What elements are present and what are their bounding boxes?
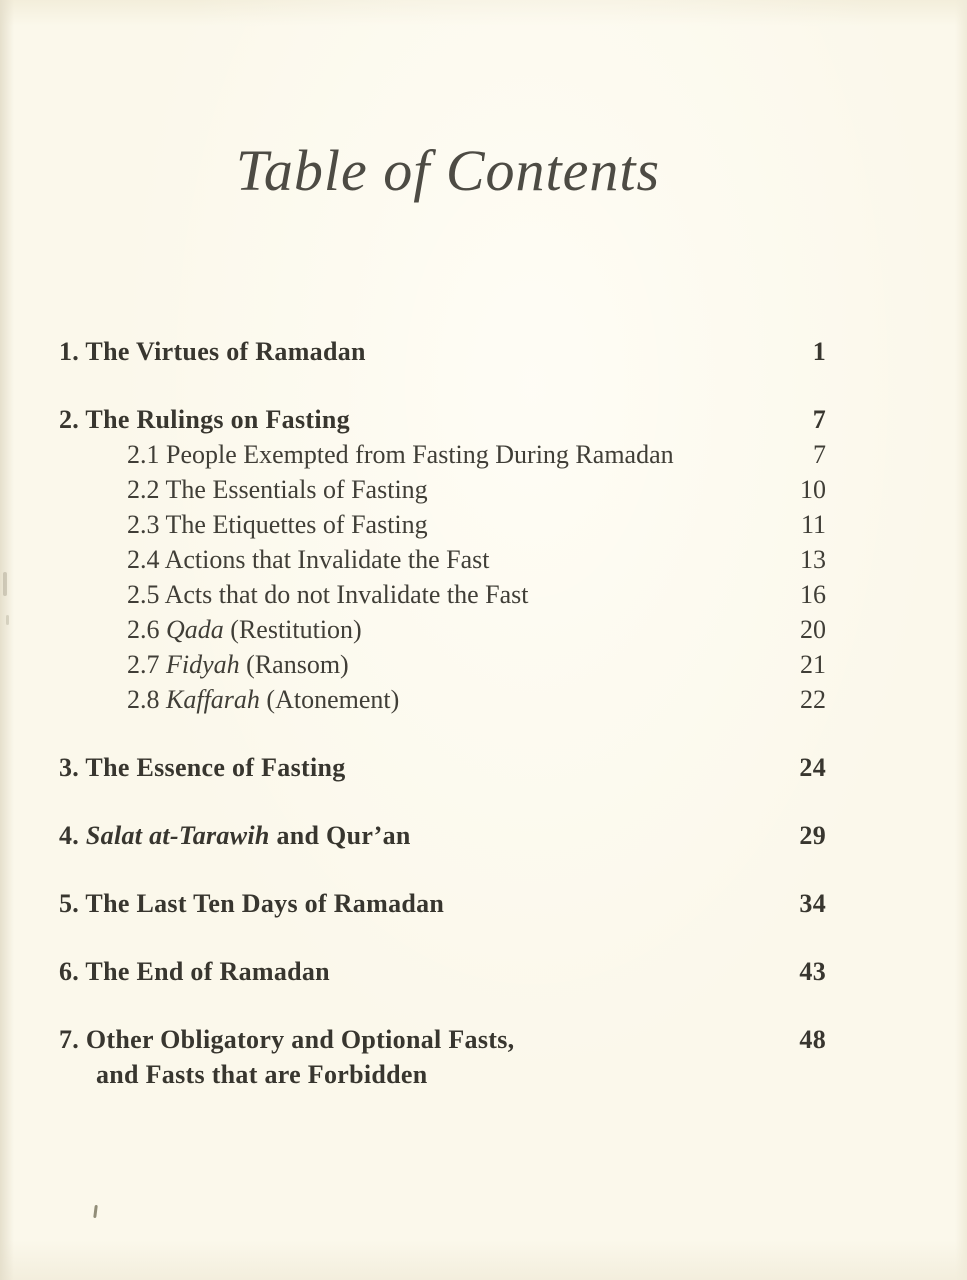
toc-entry	[59, 886, 826, 921]
toc-entry	[59, 507, 826, 542]
toc-entry	[59, 818, 826, 853]
toc-entry-page-number: 21	[800, 649, 826, 679]
toc-entry-label: 3. The Essence of Fasting	[59, 752, 346, 782]
toc-entry	[59, 437, 826, 472]
toc-entry	[59, 1022, 826, 1092]
toc-entry-label: 7. Other Obligatory and Optional Fasts, and Fasts that are Forbidden	[59, 1024, 515, 1089]
toc-entry-page-number: 16	[800, 579, 826, 609]
table-of-contents	[59, 334, 826, 1092]
toc-entry-page-number: 43	[799, 956, 826, 986]
scan-artifact	[3, 572, 7, 596]
toc-entry-label: 2.3 The Etiquettes of Fasting	[127, 509, 428, 539]
toc-entry	[59, 472, 826, 507]
toc-entry-page-number: 48	[799, 1024, 826, 1054]
toc-entry	[59, 954, 826, 989]
toc-entry-label: 1. The Virtues of Ramadan	[59, 336, 366, 366]
toc-entry-label: 2.5 Acts that do not Invalidate the Fast	[127, 579, 529, 609]
toc-entry-label: 2.2 The Essentials of Fasting	[127, 474, 428, 504]
toc-entry-page-number: 7	[812, 404, 826, 434]
toc-entry-label: 2.7 Fidyah (Ransom)	[127, 649, 349, 679]
toc-entry-label: 2.8 Kaffarah (Atonement)	[127, 684, 400, 714]
toc-entry-page-number: 34	[799, 888, 826, 918]
toc-entry-page-number: 7	[813, 439, 826, 469]
toc-entry	[59, 542, 826, 577]
toc-entry-label: 2. The Rulings on Fasting	[59, 404, 350, 434]
toc-entry	[59, 612, 826, 647]
toc-entry-label: 2.6 Qada (Restitution)	[127, 614, 362, 644]
toc-entry-label: 6. The End of Ramadan	[59, 956, 330, 986]
scan-artifact	[6, 615, 9, 625]
toc-entry	[59, 682, 826, 717]
toc-entry	[59, 577, 826, 612]
toc-entry	[59, 402, 826, 437]
page-title: Table of Contents	[235, 138, 661, 203]
toc-entry	[59, 647, 826, 682]
toc-entry-page-number: 13	[800, 544, 826, 574]
toc-entry-page-number: 1	[812, 336, 826, 366]
toc-entry-page-number: 10	[800, 474, 826, 504]
toc-entry-label: 2.1 People Exempted from Fasting During Ramadan	[127, 439, 674, 469]
toc-entry-label: 4. Salat at-Tarawih and Qur’an	[59, 820, 411, 850]
toc-entry-page-number: 20	[800, 614, 826, 644]
toc-entry-page-number: 11	[800, 509, 826, 539]
toc-entry-page-number: 29	[799, 820, 826, 850]
toc-entry-page-number: 24	[799, 752, 826, 782]
toc-entry-page-number: 22	[800, 684, 826, 714]
toc-entry-label: 5. The Last Ten Days of Ramadan	[59, 888, 445, 918]
toc-entry	[59, 750, 826, 785]
scan-artifact	[93, 1205, 98, 1218]
toc-entry	[59, 334, 826, 369]
toc-entry-label: 2.4 Actions that Invalidate the Fast	[127, 544, 490, 574]
